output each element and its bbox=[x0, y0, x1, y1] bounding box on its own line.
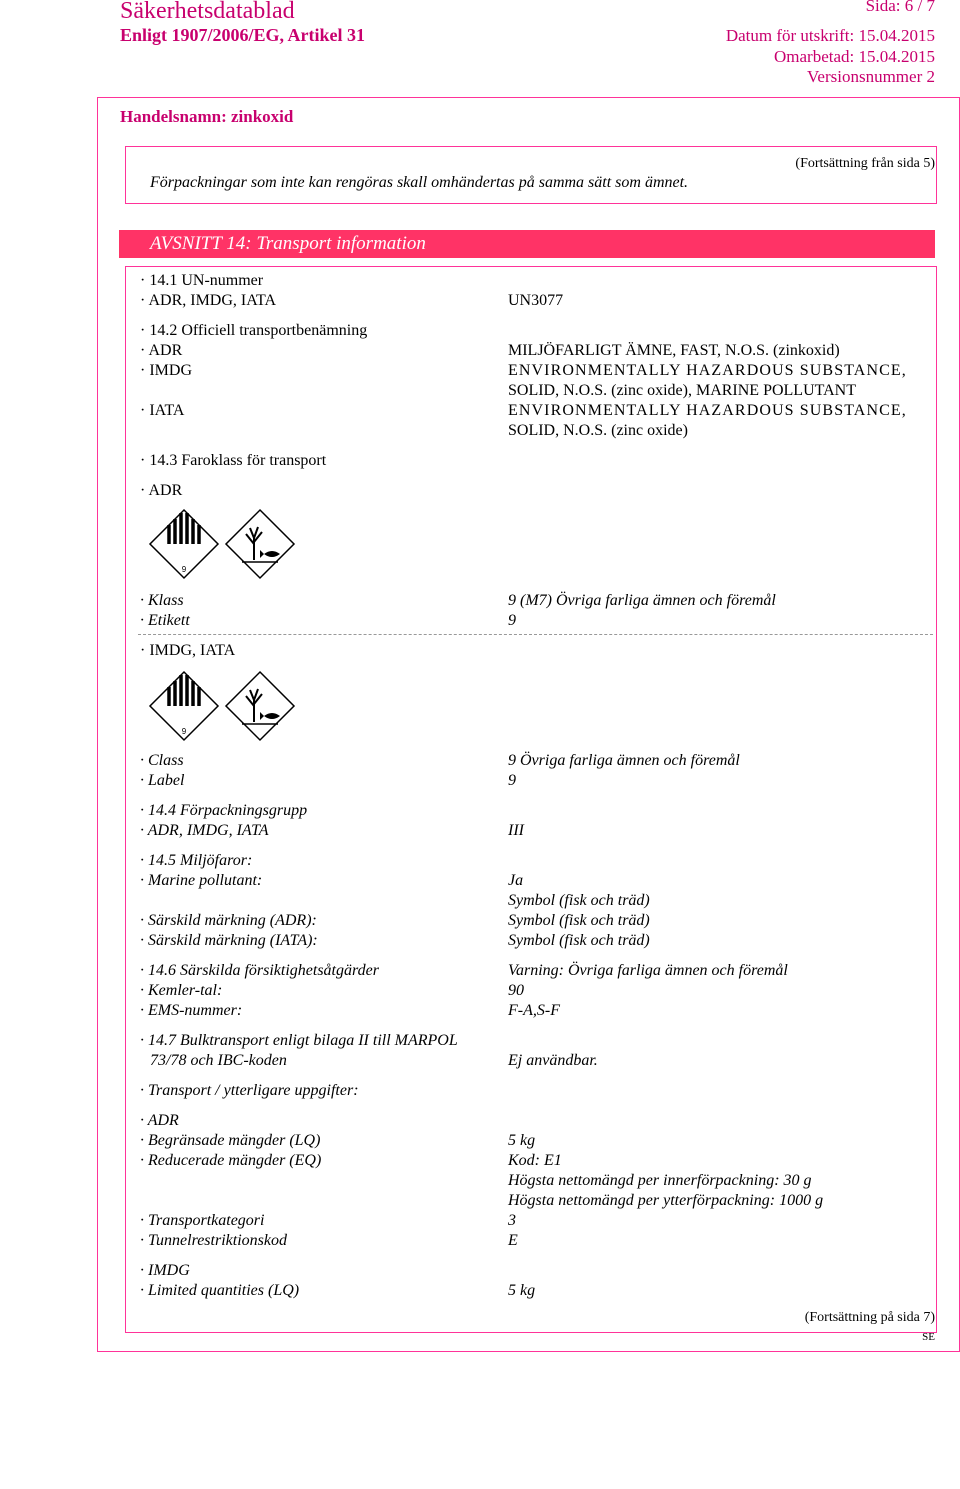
kemler-label: · Kemler-tal: bbox=[140, 982, 223, 999]
marine-value: Ja bbox=[508, 872, 524, 889]
print-date: Datum för utskrift: 15.04.2015 bbox=[725, 26, 935, 45]
s141-value: UN3077 bbox=[508, 292, 564, 309]
tunnel-value: E bbox=[508, 1232, 518, 1249]
revised-date: Omarbetad: 15.04.2015 bbox=[774, 47, 935, 66]
s147-heading-2: 73/78 och IBC-koden bbox=[150, 1052, 287, 1069]
imdg-lq-value: 5 kg bbox=[508, 1282, 536, 1299]
class9-number: 9 bbox=[181, 565, 187, 574]
eq-value-3: Högsta nettomängd per ytterförpackning: 1000 g bbox=[508, 1192, 824, 1209]
s142-imdg-value-2: SOLID, N.O.S. (zinc oxide), MARINE POLLUTANT bbox=[508, 382, 857, 399]
version-number: Versionsnummer 2 bbox=[807, 67, 935, 86]
s145-heading: · 14.5 Miljöfaror: bbox=[140, 852, 253, 869]
eq-value: Kod: E1 bbox=[508, 1152, 562, 1169]
eq-label: · Reducerade mängder (EQ) bbox=[140, 1152, 322, 1169]
s142-imdg-value-1: ENVIRONMENTALLY HAZARDOUS SUBSTANCE, bbox=[508, 362, 907, 379]
environment-hazard-icon bbox=[224, 508, 296, 580]
s144-value: III bbox=[508, 822, 524, 839]
s141-heading: · 14.1 UN-nummer bbox=[140, 272, 264, 289]
s143-heading: · 14.3 Faroklass för transport bbox=[140, 452, 327, 469]
class9-hazard-icon bbox=[148, 508, 220, 580]
ems-value: F-A,S-F bbox=[508, 1002, 560, 1019]
s142-adr-label: · ADR bbox=[140, 342, 183, 359]
kategori-value: 3 bbox=[508, 1212, 516, 1229]
language-code: SE bbox=[922, 1331, 935, 1343]
s141-label: · ADR, IMDG, IATA bbox=[140, 292, 277, 309]
s144-heading: · 14.4 Förpackningsgrupp bbox=[140, 802, 308, 819]
environment-hazard-icon bbox=[224, 670, 296, 742]
klass-label: · Klass bbox=[140, 592, 184, 609]
s146-heading: · 14.6 Särskilda försiktighetsåtgärder bbox=[140, 962, 379, 979]
class9-hazard-icon bbox=[148, 670, 220, 742]
class-label: · Class bbox=[140, 752, 184, 769]
transport-heading: · Transport / ytterligare uppgifter: bbox=[140, 1082, 359, 1099]
lq-value: 5 kg bbox=[508, 1132, 536, 1149]
s142-heading: · 14.2 Officiell transportbenämning bbox=[140, 322, 368, 339]
lq-label: · Begränsade mängder (LQ) bbox=[140, 1132, 321, 1149]
tunnel-label: · Tunnelrestriktionskod bbox=[140, 1232, 287, 1249]
ems-label: · EMS-nummer: bbox=[140, 1002, 243, 1019]
previous-text: Förpackningar som inte kan rengöras skall omhändertas på samma sätt som ämnet. bbox=[150, 174, 689, 191]
label-value: 9 bbox=[508, 772, 516, 789]
adr-mark-value: Symbol (fisk och träd) bbox=[508, 912, 650, 929]
document-title: Säkerhetsdatablad bbox=[120, 0, 295, 24]
marine-label: · Marine pollutant: bbox=[140, 872, 263, 889]
divider bbox=[138, 634, 933, 635]
kategori-label: · Transportkategori bbox=[140, 1212, 265, 1229]
transport-adr-label: · ADR bbox=[140, 1112, 179, 1129]
klass-value: 9 (M7) Övriga farliga ämnen och föremål bbox=[508, 592, 776, 609]
adr-mark-label: · Särskild märkning (ADR): bbox=[140, 912, 317, 929]
regulation: Enligt 1907/2006/EG, Artikel 31 bbox=[120, 25, 366, 45]
etikett-value: 9 bbox=[508, 612, 516, 629]
transport-imdg-label: · IMDG bbox=[140, 1262, 190, 1279]
class-value: 9 Övriga farliga ämnen och föremål bbox=[508, 752, 740, 769]
section-title: AVSNITT 14: Transport information bbox=[150, 233, 426, 254]
s143-adr-label: · ADR bbox=[140, 482, 183, 499]
s142-imdg-label: · IMDG bbox=[140, 362, 192, 379]
continued-from: (Fortsättning från sida 5) bbox=[795, 156, 935, 171]
eq-value-2: Högsta nettomängd per innerförpackning: 30 g bbox=[508, 1172, 812, 1189]
s142-iata-value-2: SOLID, N.O.S. (zinc oxide) bbox=[508, 422, 688, 439]
s142-adr-value: MILJÖFARLIGT ÄMNE, FAST, N.O.S. (zinkoxid) bbox=[508, 342, 840, 359]
imdg-iata-label: · IMDG, IATA bbox=[140, 642, 236, 659]
page-number: Sida: 6 / 7 bbox=[865, 0, 935, 15]
imdg-lq-label: · Limited quantities (LQ) bbox=[140, 1282, 300, 1299]
iata-mark-value: Symbol (fisk och träd) bbox=[508, 932, 650, 949]
label-label: · Label bbox=[140, 772, 185, 789]
s146-heading-value: Varning: Övriga farliga ämnen och föremål bbox=[508, 962, 788, 979]
s142-iata-label: · IATA bbox=[140, 402, 185, 419]
kemler-value: 90 bbox=[508, 982, 524, 999]
product-name: Handelsnamn: zinkoxid bbox=[120, 107, 294, 126]
s142-iata-value-1: ENVIRONMENTALLY HAZARDOUS SUBSTANCE, bbox=[508, 402, 907, 419]
class9-number: 9 bbox=[181, 727, 187, 736]
marine-value-2: Symbol (fisk och träd) bbox=[508, 892, 650, 909]
s147-value: Ej användbar. bbox=[508, 1052, 598, 1069]
s147-heading-1: · 14.7 Bulktransport enligt bilaga II till MARPOL bbox=[140, 1032, 458, 1049]
s144-label: · ADR, IMDG, IATA bbox=[140, 822, 269, 839]
iata-mark-label: · Särskild märkning (IATA): bbox=[140, 932, 318, 949]
etikett-label: · Etikett bbox=[140, 612, 190, 629]
continued-to: (Fortsättning på sida 7) bbox=[804, 1310, 935, 1325]
